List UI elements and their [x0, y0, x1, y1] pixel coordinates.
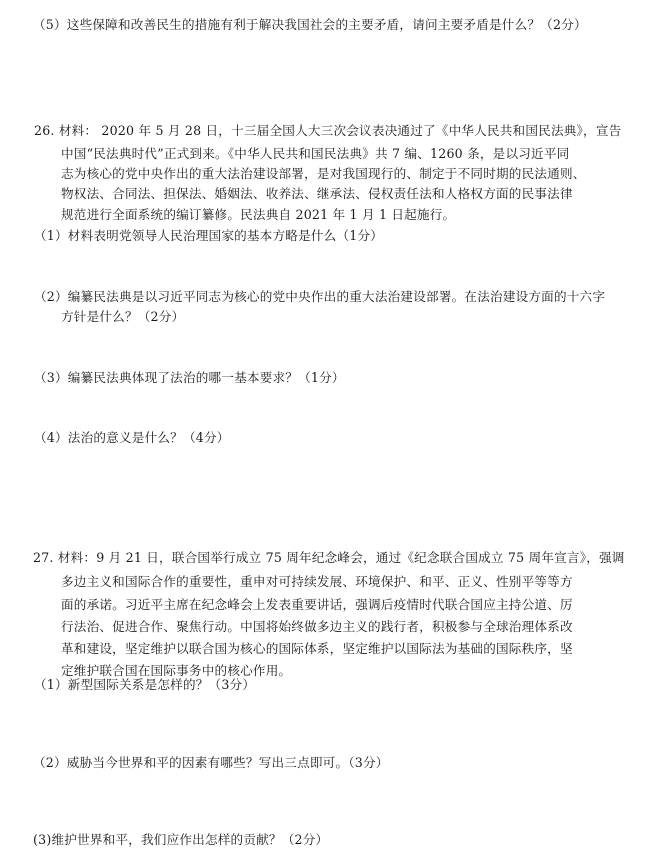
material-line: 规范进行全面系统的编订纂修。民法典自 2021 年 1 月 1 日起施行。 — [61, 207, 456, 222]
question-26-4: （4）法治的意义是什么？（4分） — [34, 430, 230, 445]
question-26-2-line2: 方针是什么？（2分） — [61, 309, 185, 324]
question-27-1: （1）新型国际关系是怎样的？（3分） — [34, 677, 256, 692]
question-26-2-line1: （2）编纂民法典是以习近平同志为核心的党中央作出的重大法治建设部署。在法治建设方面的十六字 — [34, 289, 606, 304]
material-line: 27. 材料：9 月 21 日，联合国举行成立 75 周年纪念峰会，通过《纪念联合国成立 75 周年宣言》，强调 — [33, 550, 625, 565]
material-line: 中国“民法典时代”正式到来。《中华人民共和国民法典》共 7 编、1260 条，是以习近平同 — [61, 146, 570, 161]
question-25-5: （5）这些保障和改善民生的措施有利于解决我国社会的主要矛盾，请问主要矛盾是什么？（2分） — [33, 17, 587, 32]
material-line: 多边主义和国际合作的重要性，重申对可持续发展、环境保护、和平、正义、性别平等等方 — [61, 574, 573, 589]
material-line: 定维护联合国在国际事务中的核心作用。 — [61, 663, 292, 678]
material-line: 物权法、合同法、担保法、婚姻法、收养法、继承法、侵权责任法和人格权方面的民事法律 — [61, 186, 573, 201]
material-line: 面的承诺。习近平主席在纪念峰会上发表重要讲话，强调后疫情时代联合国应主持公道、厉 — [61, 597, 573, 612]
material-line: 革和建设，坚定维护以联合国为核心的国际体系，坚定维护以国际法为基础的国际秩序，坚 — [61, 641, 573, 656]
material-line: 志为核心的党中央作出的重大法治建设部署，是对我国现行的、制定于不同时期的民法通则、 — [61, 166, 586, 181]
question-26-3: （3）编纂民法典体现了法治的哪一基本要求？（1分） — [34, 370, 345, 385]
material-line: 行法治、促进合作、聚焦行动。中国将始终做多边主义的践行者，积极参与全球治理体系改 — [61, 619, 573, 634]
question-26-1: （1）材料表明党领导人民治理国家的基本方略是什么（1分） — [34, 228, 384, 243]
question-27-3: (3)维护世界和平，我们应作出怎样的贡献？（2分） — [33, 832, 329, 847]
material-line: 26. 材料： 2020 年 5 月 28 日，十三届全国人大三次会议表决通过了《中华人民共和国民法典》，宣告 — [34, 123, 622, 138]
question-27-2: （2）威胁当今世界和平的因素有哪些？写出三点即可。（3分） — [33, 755, 389, 770]
